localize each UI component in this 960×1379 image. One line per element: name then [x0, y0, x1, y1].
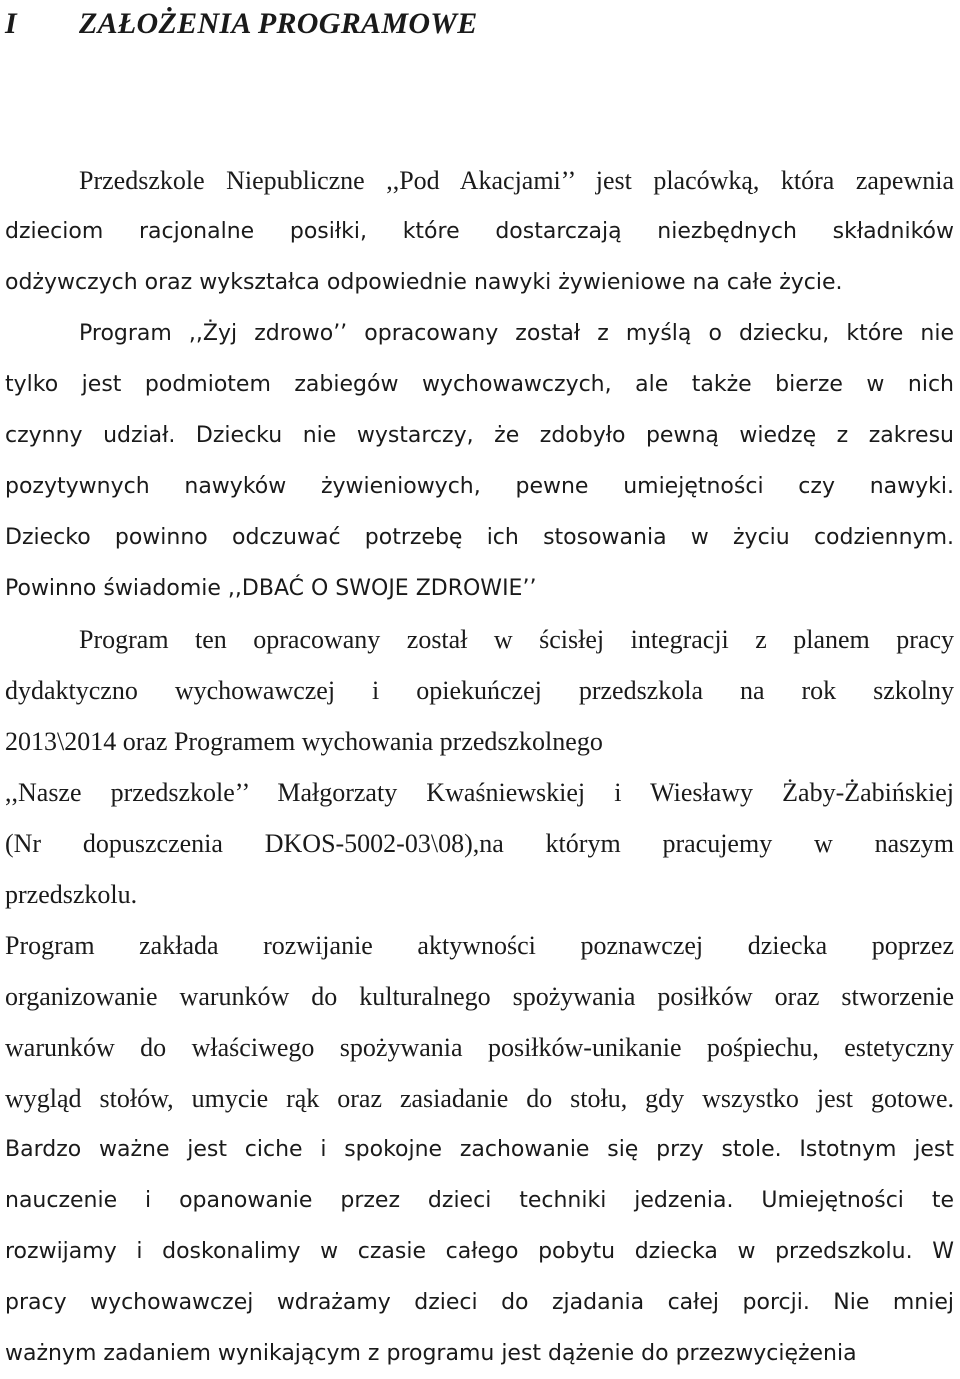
text-line: warunków do właściwego spożywania posiłków-unikanie pośpiechu, estetyczny: [5, 1033, 954, 1062]
text-line: organizowanie warunków do kulturalnego spożywania posiłków oraz stworzenie: [5, 982, 954, 1011]
text-line: Program ,,Żyj zdrowo’’ opracowany został z myślą o dziecku, które nie: [79, 321, 954, 346]
text-line: ważnym zadaniem wynikającym z programu jest dążenie do przezwyciężenia: [5, 1341, 857, 1366]
section-number: I: [5, 7, 17, 40]
text-line: Program ten opracowany został w ścisłej integracji z planem pracy: [79, 625, 954, 654]
text-line: czynny udział. Dziecku nie wystarczy, że zdobyło pewną wiedzę z zakresu: [5, 423, 954, 448]
text-line: przedszkolu.: [5, 880, 138, 909]
text-line: odżywczych oraz wykształca odpowiednie nawyki żywieniowe na całe życie.: [5, 270, 843, 295]
text-line: rozwijamy i doskonalimy w czasie całego pobytu dziecka w przedszkolu. W: [5, 1239, 954, 1264]
text-line: Dziecko powinno odczuwać potrzebę ich stosowania w życiu codziennym.: [5, 525, 954, 550]
section-title: ZAŁOŻENIA PROGRAMOWE: [79, 7, 478, 40]
text-line: nauczenie i opanowanie przez dzieci techniki jedzenia. Umiejętności te: [5, 1188, 954, 1213]
text-line: pracy wychowawczej wdrażamy dzieci do zjadania całej porcji. Nie mniej: [5, 1290, 954, 1315]
text-line: 2013\2014 oraz Programem wychowania przedszkolnego: [5, 727, 603, 756]
text-line: Powinno świadomie ,,DBAĆ O SWOJE ZDROWIE’’: [5, 576, 537, 601]
text-line: Program zakłada rozwijanie aktywności poznawczej dziecka poprzez: [5, 931, 954, 960]
text-line: Przedszkole Niepubliczne ,,Pod Akacjami’’ jest placówką, która zapewnia: [79, 166, 954, 195]
text-line: dydaktyczno wychowawczej i opiekuńczej przedszkola na rok szkolny: [5, 676, 954, 705]
text-line: pozytywnych nawyków żywieniowych, pewne umiejętności czy nawyki.: [5, 474, 954, 499]
text-line: tylko jest podmiotem zabiegów wychowawczych, ale także bierze w nich: [5, 372, 954, 397]
text-line: wygląd stołów, umycie rąk oraz zasiadanie do stołu, gdy wszystko jest gotowe.: [5, 1084, 954, 1113]
text-line: Bardzo ważne jest ciche i spokojne zachowanie się przy stole. Istotnym jest: [5, 1137, 954, 1162]
text-line: dzieciom racjonalne posiłki, które dostarczają niezbędnych składników: [5, 219, 954, 244]
text-line: ,,Nasze przedszkole’’ Małgorzaty Kwaśniewskiej i Wiesławy Żaby-Żabińskiej: [5, 778, 954, 807]
text-line: (Nr dopuszczenia DKOS-5002-03\08),na którym pracujemy w naszym: [5, 829, 954, 858]
body-text: [5, 155, 954, 1379]
section-heading: [5, 0, 954, 48]
